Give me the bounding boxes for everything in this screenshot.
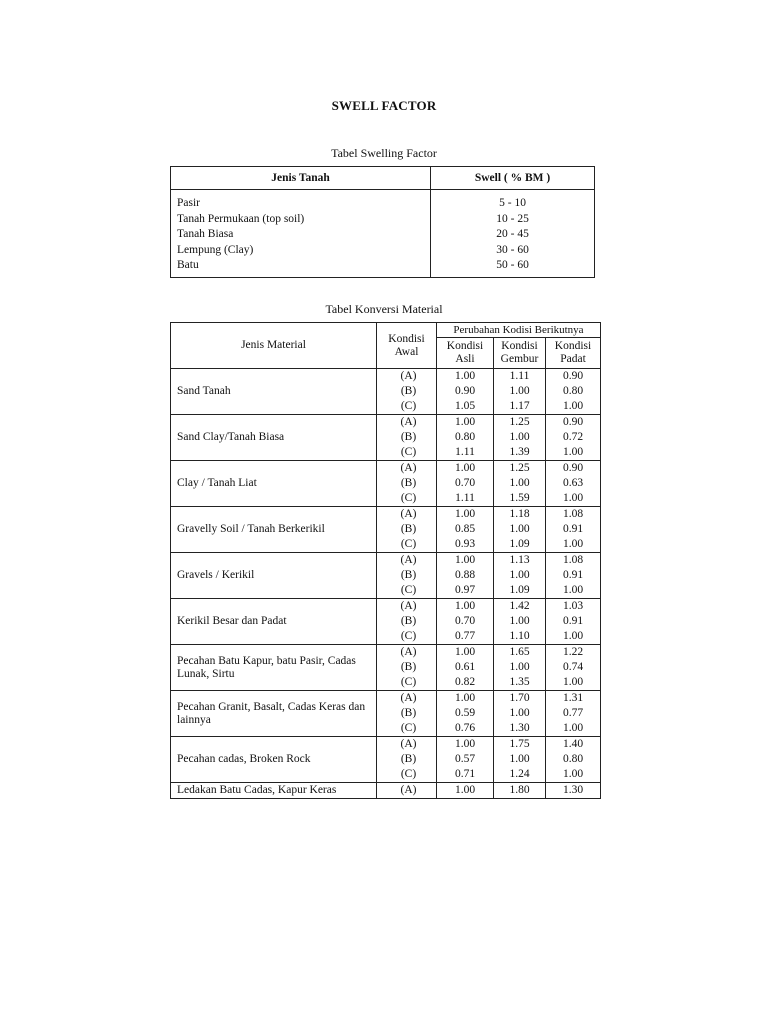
cell-padat: 0.77 — [546, 706, 601, 721]
cell-awal: (A) — [377, 737, 437, 753]
cell-awal: (C) — [377, 583, 437, 599]
cell-gembur: 1.70 — [494, 691, 546, 707]
cell-padat: 1.00 — [546, 445, 601, 461]
cell-gembur: 1.65 — [494, 645, 546, 661]
cell-padat: 0.80 — [546, 384, 601, 399]
table-row — [171, 461, 601, 477]
cell-gembur: 1.09 — [494, 537, 546, 553]
cell-asli: 0.76 — [437, 721, 494, 737]
cell-awal: (C) — [377, 491, 437, 507]
cell-awal: (C) — [377, 721, 437, 737]
cell-asli: 1.00 — [437, 553, 494, 569]
cell-awal: (A) — [377, 507, 437, 523]
cell-padat: 1.00 — [546, 491, 601, 507]
cell-gembur: 1.10 — [494, 629, 546, 645]
cell-awal: (B) — [377, 660, 437, 675]
cell-padat: 1.00 — [546, 399, 601, 415]
cell-gembur: 1.00 — [494, 752, 546, 767]
cell-asli: 1.00 — [437, 369, 494, 385]
cell-awal: (C) — [377, 767, 437, 783]
cell-padat: 1.00 — [546, 721, 601, 737]
cell-padat: 1.03 — [546, 599, 601, 615]
material-name: Pecahan Batu Kapur, batu Pasir, Cadas Lunak, Sirtu — [171, 645, 377, 691]
material-name: Pecahan cadas, Broken Rock — [171, 737, 377, 783]
cell-asli: 1.00 — [437, 461, 494, 477]
cell-padat: 1.00 — [546, 583, 601, 599]
cell-awal: (A) — [377, 553, 437, 569]
material-name: Sand Tanah — [171, 369, 377, 415]
table-row — [171, 599, 601, 615]
cell-awal: (B) — [377, 752, 437, 767]
cell-gembur: 1.00 — [494, 430, 546, 445]
cell-gembur: 1.25 — [494, 461, 546, 477]
cell-padat: 0.90 — [546, 369, 601, 385]
cell-asli: 1.00 — [437, 507, 494, 523]
cell-gembur: 1.00 — [494, 568, 546, 583]
cell-asli: 1.05 — [437, 399, 494, 415]
table-row — [171, 691, 601, 707]
cell-padat: 0.80 — [546, 752, 601, 767]
cell-gembur: 1.59 — [494, 491, 546, 507]
material-name: Clay / Tanah Liat — [171, 461, 377, 507]
cell-gembur: 1.25 — [494, 415, 546, 431]
cell-awal: (B) — [377, 614, 437, 629]
header-kondisi-awal: Kondisi Awal — [377, 323, 437, 369]
cell-asli: 0.85 — [437, 522, 494, 537]
cell-gembur: 1.18 — [494, 507, 546, 523]
cell-padat: 1.08 — [546, 507, 601, 523]
swell-value: 20 - 45 — [496, 228, 529, 240]
swell-value: 50 - 60 — [496, 259, 529, 271]
cell-gembur: 1.30 — [494, 721, 546, 737]
cell-gembur: 1.00 — [494, 522, 546, 537]
cell-gembur: 1.39 — [494, 445, 546, 461]
cell-padat: 0.74 — [546, 660, 601, 675]
header-jenis-material: Jenis Material — [171, 323, 377, 369]
cell-awal: (A) — [377, 461, 437, 477]
cell-padat: 1.31 — [546, 691, 601, 707]
swelling-table-caption: Tabel Swelling Factor — [331, 146, 437, 160]
cell-asli: 0.90 — [437, 384, 494, 399]
cell-asli: 0.97 — [437, 583, 494, 599]
swelling-factor-table — [170, 166, 595, 278]
cell-asli: 0.80 — [437, 430, 494, 445]
conversion-table-caption: Tabel Konversi Material — [325, 302, 443, 316]
cell-awal: (A) — [377, 691, 437, 707]
cell-awal: (B) — [377, 522, 437, 537]
cell-asli: 1.11 — [437, 445, 494, 461]
cell-asli: 1.00 — [437, 415, 494, 431]
cell-awal: (C) — [377, 399, 437, 415]
swell-value: 10 - 25 — [496, 212, 529, 225]
cell-gembur: 1.00 — [494, 384, 546, 399]
cell-asli: 0.82 — [437, 675, 494, 691]
table-row — [171, 645, 601, 661]
header-swell: Swell ( % BM ) — [431, 167, 595, 190]
material-conversion-table — [170, 322, 601, 799]
cell-awal: (B) — [377, 568, 437, 583]
cell-awal: (A) — [377, 783, 437, 799]
cell-padat: 0.91 — [546, 568, 601, 583]
cell-asli: 1.00 — [437, 783, 494, 799]
material-name: Ledakan Batu Cadas, Kapur Keras — [171, 783, 377, 799]
header-jenis-tanah: Jenis Tanah — [171, 167, 431, 190]
cell-padat: 0.72 — [546, 430, 601, 445]
cell-padat: 1.22 — [546, 645, 601, 661]
cell-asli: 0.88 — [437, 568, 494, 583]
cell-gembur: 1.13 — [494, 553, 546, 569]
cell-awal: (C) — [377, 445, 437, 461]
cell-asli: 0.57 — [437, 752, 494, 767]
cell-asli: 1.00 — [437, 599, 494, 615]
material-name: Pecahan Granit, Basalt, Cadas Keras dan lainnya — [171, 691, 377, 737]
cell-awal: (B) — [377, 384, 437, 399]
cell-awal: (A) — [377, 645, 437, 661]
material-name: Gravels / Kerikil — [171, 553, 377, 599]
header-kondisi-asli: Kondisi Asli — [437, 338, 494, 369]
cell-asli: 0.70 — [437, 614, 494, 629]
cell-awal: (B) — [377, 476, 437, 491]
page-title: SWELL FACTOR — [331, 98, 437, 113]
cell-awal: (B) — [377, 430, 437, 445]
material-name: Sand Clay/Tanah Biasa — [171, 415, 377, 461]
cell-gembur: 1.00 — [494, 614, 546, 629]
cell-asli: 1.00 — [437, 737, 494, 753]
cell-padat: 1.00 — [546, 537, 601, 553]
cell-padat: 0.91 — [546, 522, 601, 537]
cell-padat: 1.00 — [546, 675, 601, 691]
table-row — [171, 507, 601, 523]
cell-asli: 0.93 — [437, 537, 494, 553]
soil-type-name: Lempung (Clay) — [177, 243, 254, 256]
cell-gembur: 1.80 — [494, 783, 546, 799]
soil-type-name: Tanah Biasa — [177, 228, 234, 240]
cell-gembur: 1.24 — [494, 767, 546, 783]
swell-value-column — [431, 190, 595, 278]
cell-gembur: 1.35 — [494, 675, 546, 691]
swell-value: 5 - 10 — [499, 197, 526, 209]
cell-asli: 0.61 — [437, 660, 494, 675]
cell-awal: (A) — [377, 369, 437, 385]
cell-asli: 1.00 — [437, 691, 494, 707]
cell-padat: 0.63 — [546, 476, 601, 491]
cell-asli: 0.70 — [437, 476, 494, 491]
soil-type-column — [171, 190, 431, 278]
cell-gembur: 1.75 — [494, 737, 546, 753]
cell-gembur: 1.00 — [494, 660, 546, 675]
cell-awal: (A) — [377, 415, 437, 431]
material-name: Gravelly Soil / Tanah Berkerikil — [171, 507, 377, 553]
cell-gembur: 1.00 — [494, 476, 546, 491]
cell-padat: 1.40 — [546, 737, 601, 753]
cell-padat: 1.00 — [546, 767, 601, 783]
cell-asli: 0.59 — [437, 706, 494, 721]
table-row — [171, 783, 601, 799]
table-row — [171, 553, 601, 569]
table-row — [171, 369, 601, 385]
cell-gembur: 1.11 — [494, 369, 546, 385]
cell-padat: 0.90 — [546, 415, 601, 431]
cell-padat: 1.30 — [546, 783, 601, 799]
header-perubahan-kondisi: Perubahan Kodisi Berikutnya — [437, 323, 601, 338]
table-row — [171, 737, 601, 753]
cell-padat: 1.08 — [546, 553, 601, 569]
cell-awal: (C) — [377, 675, 437, 691]
cell-padat: 0.90 — [546, 461, 601, 477]
table-row — [171, 415, 601, 431]
cell-awal: (C) — [377, 537, 437, 553]
cell-gembur: 1.42 — [494, 599, 546, 615]
soil-type-name: Pasir — [177, 197, 200, 209]
cell-awal: (B) — [377, 706, 437, 721]
soil-type-name: Batu — [177, 259, 199, 271]
soil-type-name: Tanah Permukaan (top soil) — [177, 212, 305, 225]
header-kondisi-padat: Kondisi Padat — [546, 338, 601, 369]
cell-gembur: 1.00 — [494, 706, 546, 721]
cell-padat: 1.00 — [546, 629, 601, 645]
cell-asli: 0.77 — [437, 629, 494, 645]
cell-padat: 0.91 — [546, 614, 601, 629]
cell-gembur: 1.17 — [494, 399, 546, 415]
header-kondisi-gembur: Kondisi Gembur — [494, 338, 546, 369]
swell-value: 30 - 60 — [496, 243, 529, 256]
cell-asli: 0.71 — [437, 767, 494, 783]
material-name: Kerikil Besar dan Padat — [171, 599, 377, 645]
cell-asli: 1.00 — [437, 645, 494, 661]
cell-asli: 1.11 — [437, 491, 494, 507]
cell-gembur: 1.09 — [494, 583, 546, 599]
cell-awal: (C) — [377, 629, 437, 645]
cell-awal: (A) — [377, 599, 437, 615]
